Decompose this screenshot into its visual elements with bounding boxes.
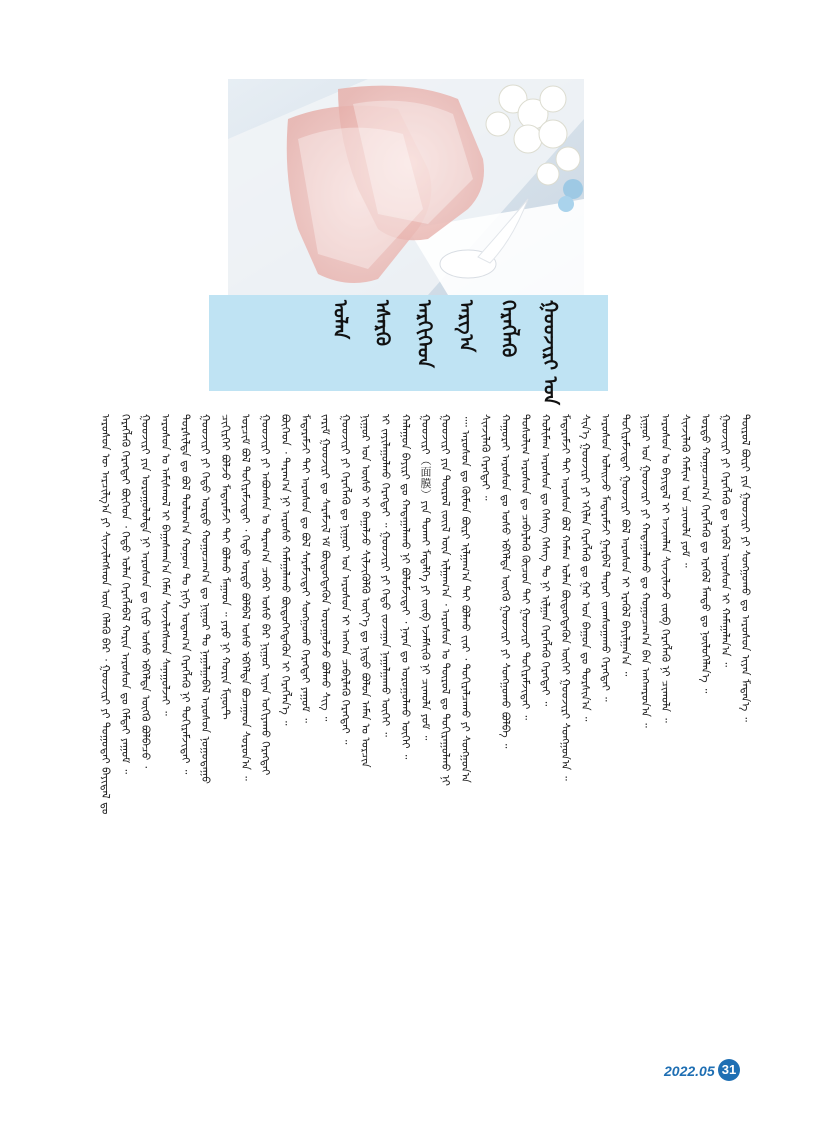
text-column: ᠁ ᠠᠷᠤᠰᠤᠨ ᠳᠤ ᠬᠥᠮᠥᠨ ᠪᠦᠷᠢ ᠢᠯᠭᠠᠭ᠎ᠠ ᠲᠠᠢ ᠪᠣᠯᠬᠤ ᠢ᠋ᠶ᠋ᠠᠷ ᠂ ᠲᠣᠬᠢᠷᠠᠯᠴᠠᠬᠤ ᠶᠢ ᠰᠣᠩᠭᠣᠨ᠎ᠠ [459,414,472,783]
text-column: ᠵᠠᠷᠢᠮ ᠭᠤᠤᠵᠢᠷᠢ ᠳᠤ ᠰᠠᠷᠠᠮᠵᠢᠯ ᠡᠮ ᠪᠦᠲᠦᠭᠳᠡᠬᠦᠨ ᠣᠷᠣᠭᠤᠯᠵᠤ ᠪᠣᠯᠬᠤ ᠰᠢᠭ ᠃ [319,414,332,722]
text-column: ᠨᠢᠭᠤᠷ ᠤᠨ ᠦᠰᠦ ᠢ ᠪᠠᠭᠠᠯᠵᠤ ᠰᠢᠯᠵᠢᠭᠦᠯᠬᠦ ᠦᠶ᠎ᠡ ᠳᠤ ᠨᠢᠳᠦ ᠪᠣᠯᠤᠨ ᠠᠮᠠᠨ ᠤ ᠣᠷᠴᠢᠨ [359,414,372,768]
text-column: ᠭᠤᠤᠵᠢᠷᠢ ᠶᠢᠨ ᠣᠷᠤᠭᠤᠯᠤᠯᠲᠠ ᠨᠢ ᠠᠷᠤᠰᠤᠨ ᠳᠤ ᠬᠢᠷᠤ ᠤᠰᠤ ᠡᠪᠬᠡᠯᠲᠡ ᠥᠭᠬᠦ ᠪᠣᠯᠪᠠᠴᠤ ᠂ [139,414,152,769]
text-column: ᠮᠡᠳᠡᠷᠡᠮᠵᠢ ᠲᠠᠢ ᠠᠷᠤᠰᠤᠨ ᠪᠣᠯ ᠬᠠᠮᠠᠭ ᠣᠯᠠᠨ ᠪᠦᠲᠦᠭᠳᠡᠬᠦᠨ ᠦᠭᠡᠢ ᠭᠤᠤᠵᠢᠷᠢ ᠰᠣᠩᠭᠣᠨ᠎ᠠ ᠃ [559,414,572,781]
text-column: ᠬᠣᠯᠢᠮᠠᠭ ᠠᠷᠤᠰᠤᠨ ᠳᠤ ᠬᠡᠰᠡᠭ ᠬᠡᠰᠡᠭ ᠲᠤ ᠨᠢ ᠢᠯᠭᠠᠨ ᠬᠡᠷᠡᠭᠯᠡᠬᠦ ᠬᠡᠷᠡᠭᠲᠡᠢ ᠃ [539,414,552,707]
title-line: ᠠᠷᠭ᠎ᠠ [455,300,477,353]
text-column: ᠴᠢᠬᠢᠷᠬᠡᠢ ᠪᠣᠯᠵᠤ ᠮᠡᠳᠡᠷᠡᠮᠵᠢ ᠲᠠᠢ ᠪᠣᠯᠬᠤ ᠮᠠᠭᠠᠳ ᠃ ᠶᠡᠷᠦ ᠨᠢ ᠬᠣᠷᠢᠨ ᠮᠢᠨᠦ᠋ᠲ [219,414,232,720]
text-column: ᠠᠷᠤᠰᠤᠨ ᠤᠯᠠᠢᠵᠤ ᠮᠡᠳᠡᠷᠡᠮᠵᠢ ᠭᠠᠷᠪᠠᠯ ᠳᠠᠷᠤᠢ ᠵᠣᠭᠰᠣᠭᠠᠬᠤ ᠬᠡᠷᠡᠭᠲᠡᠢ ᠃ [599,414,612,702]
title-line: ᠡᠰᠡᠷᠭᠦ [371,300,393,346]
text-column: ᠰᠢᠨᠵᠢᠯᠡᠬᠦ ᠬᠠᠮᠢᠭ ᠤᠨ ᠴᠢᠬᠤᠯᠠ ᠶᠤᠮ ᠃ [679,414,692,568]
text-column: ᠠᠷᠤᠰᠤᠨ ᠤ ᠠᠮᠢᠰᠭᠤᠯ ᠢ ᠪᠠᠭᠠᠰᠬᠠᠨ᠎ᠠ ᠬᠡᠮᠡᠨ ᠰᠢᠨᠵᠢᠯᠡᠭᠰᠡᠳ ᠰᠠᠨᠠᠭᠤᠯᠵᠠᠢ ᠃ [159,414,172,716]
text-column: ᠮᠡᠳᠡᠷᠡᠮᠵᠢ ᠲᠠᠢ ᠠᠷᠤᠰᠤᠨ ᠳᠤ ᠪᠣᠯ ᠰᠡᠷᠡᠮᠵᠢᠲᠡᠢ ᠰᠣᠩᠭᠣᠬᠤ ᠬᠡᠷᠡᠭᠲᠡᠢ ᠶᠠᠭᠤᠮ ᠃ [299,414,312,723]
text-column: ᠤᠷᠲᠤ ᠬᠤᠭᠤᠴᠠᠭ᠎ᠠ ᠬᠡᠷᠡᠭᠯᠡᠬᠦ ᠳᠤ ᠡᠷᠡᠭᠦᠯ ᠮᠡᠨᠳᠦ ᠳᠤ ᠨᠥᠯᠦᠭᠡᠯᠡᠨ᠎ᠡ ᠃ [699,414,712,694]
text-column: ᠬᠠᠯᠠᠭᠤᠨ ᠪᠠᠶᠢᠷᠢ ᠳᠤ ᠬᠠᠳᠠᠭᠠᠯᠠᠬᠤ ᠨᠢ ᠪᠣᠯᠤᠮᠵᠢᠲᠠᠢ ᠂ ᠨᠠᠷᠠᠨ ᠳᠤ ᠣᠷᠤᠭᠤᠯᠬᠤ ᠦᠭᠡᠢ ᠃ [399,414,412,760]
hands-face-mask-photo [228,79,584,295]
text-column: ᠲᠣᠬᠢᠷᠠᠮᠵᠢᠲᠠᠢ ᠭᠤᠤᠵᠢᠷᠢ ᠪᠣᠯ ᠠᠷᠤᠰᠤᠨ ᠢ ᠡᠷᠡᠭᠦᠯ ᠪᠠᠶᠢᠯᠭᠠᠨ᠎ᠠ ᠃ [619,414,632,677]
text-column: ᠪᠥᠭᠡᠳ ᠂ ᠳᠠᠷᠠᠭ᠎ᠠ ᠨᠢ ᠠᠷᠤᠰᠤ ᠬᠠᠮᠠᠭᠠᠯᠠᠬᠤ ᠪᠦᠲᠦᠭᠡᠭᠳᠡᠬᠦᠨ ᠢ ᠬᠡᠷᠡᠭᠯᠡᠨ᠎ᠡ ᠃ [279,414,292,726]
text-column: ᠬᠠᠭᠤᠷᠠᠢ ᠠᠷᠤᠰᠤᠨ ᠳᠤ ᠤᠰᠤ ᠡᠪᠬᠡᠯᠲᠡ ᠥᠭᠬᠦ ᠭᠤᠤᠵᠢᠷᠢ ᠶᠢ ᠰᠣᠩᠭᠣᠬᠤ ᠪᠣᠯᠪᠠ ᠃ [499,414,512,749]
title-line: ᠬᠡᠷᠡᠭᠯᠡᠬᠦ [497,300,519,358]
text-column: ᠠᠷᠤᠰᠤᠨ ᠦ ᠠᠷᠴᠢᠯᠭ᠎ᠠ ᠶᠢ ᠰᠢᠨᠵᠢᠯᠡᠭᠰᠡᠳ ᠦᠨ ᠬᠡᠯᠡᠬᠦ ᠪᠡᠷ ᠂ ᠭᠤᠤᠵᠢᠷᠢ ᠶᠢ ᠲᠤᠭᠤᠳᠠᠢ ᠪᠠᠶᠢᠳᠠᠯ ᠳᠤ [99,414,112,815]
text-column: ᠢ ᠵᠠᠶᠢᠯᠠᠭᠤᠯᠬᠤ ᠬᠡᠷᠡᠭᠲᠡᠢ ᠃ ᠭᠤᠤᠵᠢᠷᠢ ᠶᠢ ᠬᠡᠲᠦ ᠵᠤᠵᠠᠭᠠᠨ ᠨᠠᠭᠠᠯᠭᠠᠬᠤ ᠦᠭᠡᠢ ᠃ [379,414,392,737]
text-column: ᠭᠤᠤᠵᠢᠷᠢ ᠶᠢ ᠠᠪᠤᠭᠰᠠᠨ ᠤ ᠳᠠᠷᠠᠭ᠎ᠠ ᠴᠡᠪᠡᠷ ᠤᠰᠤ ᠪᠠᠷ ᠨᠢᠭᠤᠷ ᠢᠶᠡᠨ ᠤᠭᠢᠶᠠᠬᠤ ᠬᠡᠷᠡᠭᠲᠡᠢ [259,414,272,776]
text-column: ᠨᠢᠭᠤᠷ ᠤᠨ ᠭᠤᠤᠵᠢᠷᠢ ᠶᠢ ᠬᠠᠳᠠᠭᠠᠯᠠᠬᠤ ᠳᠤ ᠬᠤᠭᠤᠴᠠᠭ᠎ᠠ ᠪᠠᠨ ᠠᠩᠬᠠᠷᠤᠨ᠎ᠠ ᠃ [639,414,652,728]
title-line: ᠭᠤᠤᠵᠢᠷᠢ ᠤᠨ [539,300,561,406]
text-column: ᠠᠷᠤᠰᠤᠨ ᠤ ᠪᠠᠶᠢᠳᠠᠯ ᠢ ᠠᠵᠢᠭᠯᠠᠨ ᠰᠢᠨᠵᠢᠯᠡᠵᠦ ᠵᠥᠪ ᠬᠡᠷᠡᠭᠯᠡᠬᠦ ᠨᠢ ᠴᠢᠬᠤᠯᠠ ᠃ [659,414,672,723]
issue-number: 2022.05 [664,1063,715,1079]
text-column: ᠬᠡᠷᠡᠭᠯᠡᠬᠦ ᠬᠡᠷᠡᠭᠲᠡᠢ ᠪᠥᠭᠡᠳ ᠂ ᠬᠡᠲᠦ ᠣᠯᠠᠨ ᠬᠡᠷᠡᠭᠯᠡᠪᠡᠯ ᠬᠠᠷᠢᠨ ᠠᠷᠤᠰᠤᠨ ᠳᠤ ᠭᠡᠮᠲᠡᠢ ᠶᠠᠭᠤᠮ ᠃ [119,414,132,774]
text-column: ᠣᠷᠴᠢᠮ ᠪᠣᠯ ᠲᠣᠬᠢᠷᠠᠮᠵᠢᠲᠠᠢ ᠂ ᠬᠡᠲᠦ ᠤᠷᠲᠤ ᠪᠣᠯᠪᠠᠯ ᠤᠰᠤ ᠡᠪᠬᠡᠯᠲᠡ ᠪᠤᠴᠠᠭᠠᠳ ᠰᠤᠷᠤᠨ᠎ᠠ ᠃ [239,414,252,781]
text-column: ᠲᠥᠷᠥᠯ ᠪᠦᠷᠢ ᠶᠢᠨ ᠭᠤᠤᠵᠢᠷᠢ ᠶᠢ ᠰᠣᠩᠭᠣᠬᠤ ᠳᠤ ᠠᠷᠤᠰᠤᠨ ᠢᠶᠡᠨ ᠮᠡᠳᠡᠨ᠎ᠡ ᠃ [739,414,752,722]
text-column: ᠭᠤᠤᠵᠢᠷᠢ ᠶᠢ ᠬᠡᠲᠦ ᠤᠷᠲᠤ ᠬᠤᠭᠤᠴᠠᠭ᠎ᠠ ᠳᠤ ᠨᠢᠭᠤᠷ ᠲᠤ ᠨᠠᠭᠠᠯᠭᠠᠪᠠᠯ ᠠᠷᠤᠰᠤᠨ ᠨᠣᠭᠤᠳᠠᠭᠤ [199,414,212,784]
text-column: ᠭᠤᠤᠵᠢᠷᠢ（面膜）ᠶᠢᠨ ᠲᠤᠬᠠᠢ ᠮᠡᠳᠡᠯᠭᠡ ᠶᠢ ᠵᠥᠪ ᠡᠵᠡᠮᠰᠢᠬᠦ ᠨᠢ ᠴᠢᠬᠤᠯᠠ ᠶᠤᠮ ᠃ [419,414,432,741]
page-number-badge: 31 [718,1059,740,1081]
title-line: ᠠᠷᠬᠢᠬᠡᠳ [413,300,435,368]
text-column: ᠲᠣᠰᠤᠯᠢᠭ ᠠᠷᠤᠰᠤᠨ ᠳᠤ ᠴᠡᠪᠡᠷᠯᠡᠬᠦ ᠬᠦᠴᠦᠨ ᠲᠡᠢ ᠭᠤᠤᠵᠢᠷᠢ ᠲᠣᠬᠢᠷᠠᠮᠵᠢᠲᠠᠢ ᠃ [519,414,532,721]
text-column: ᠭᠤᠤᠵᠢᠷᠢ ᠶᠢ ᠬᠡᠷᠡᠭᠯᠡᠬᠦ ᠳᠤ ᠡᠷᠡᠭᠦᠯ ᠠᠷᠤᠰᠤᠨ ᠢ ᠬᠠᠮᠠᠭᠠᠯᠠᠨ᠎ᠠ ᠃ [719,414,732,668]
text-column: ᠰᠢᠨᠵᠢᠯᠡᠬᠦ ᠬᠡᠷᠡᠭᠲᠡᠢ ᠃ [479,414,492,501]
text-column: ᠭᠤᠤᠵᠢᠷᠢ ᠶᠢᠨ ᠲᠥᠷᠥᠯ ᠵᠦᠢᠯ ᠦᠨ ᠢᠯᠭᠠᠭ᠎ᠠ ᠂ ᠠᠷᠤᠰᠤᠨ ᠤ ᠲᠥᠷᠥᠯ ᠳᠤ ᠲᠣᠬᠢᠷᠠᠭᠤᠯᠬᠤ ᠨᠢ [439,414,452,786]
text-column: ᠰᠢᠨ᠎ᠡ ᠭᠤᠤᠵᠢᠷᠢ ᠶᠢ ᠡᠬᠢᠯᠡᠨ ᠬᠡᠷᠡᠭᠯᠡᠬᠦ ᠳᠤ ᠭᠠᠷ ᠤᠨ ᠪᠠᠭᠤᠨ ᠳᠤ ᠲᠤᠷᠰᠢᠨ᠎ᠠ ᠃ [579,414,592,722]
title-line: ᠤᠯᠠᠨ [329,300,351,340]
text-column: ᠲᠤᠷᠰᠢᠯᠲᠠ ᠳᠤ ᠪᠣᠯ ᠳᠣᠯᠣᠭ᠎ᠠ ᠬᠣᠨᠤᠭ ᠲᠤ ᠨᠢᠭᠡ ᠤᠳᠠᠭ᠎ᠠ ᠬᠡᠷᠡᠭᠯᠡᠬᠦ ᠨᠢ ᠲᠣᠬᠢᠷᠠᠮᠵᠢᠲᠠᠢ ᠃ [179,414,192,775]
text-column: ᠭᠤᠤᠵᠢᠷᠢ ᠶᠢ ᠬᠡᠷᠡᠭᠯᠡᠬᠦ ᠳᠤ ᠨᠢᠭᠤᠷ ᠤᠨ ᠠᠷᠤᠰᠤᠨ ᠢ ᠠᠩᠬᠠ ᠴᠡᠪᠡᠷᠯᠡᠬᠦ ᠬᠡᠷᠡᠭᠲᠡᠢ ᠃ [339,414,352,745]
